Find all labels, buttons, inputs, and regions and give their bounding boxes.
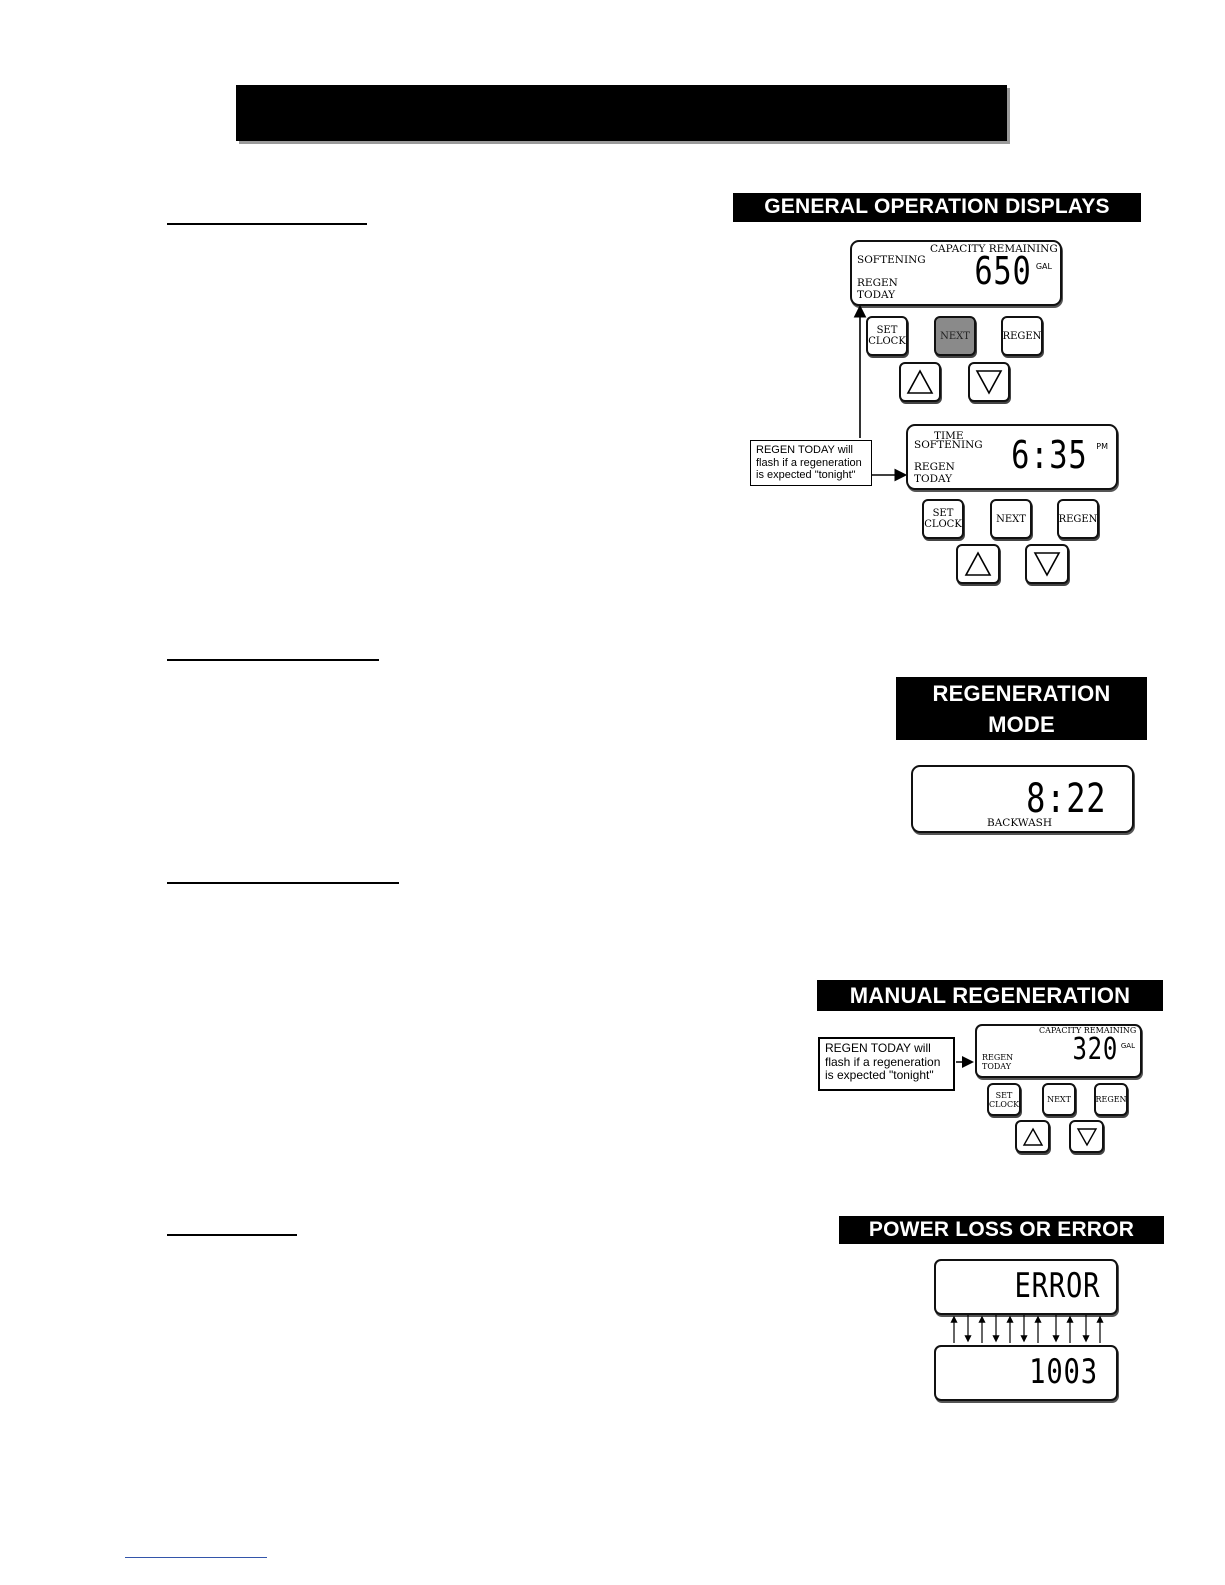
- clock-label: CLOCK: [988, 1099, 1020, 1109]
- capacity-remaining-label: CAPACITY REMAINING: [1039, 1026, 1137, 1035]
- today-label: TODAY: [857, 289, 896, 301]
- lcd-display-regen: [911, 765, 1134, 833]
- regen-today-callout: REGEN TODAY will flash if a regeneration is expected "tonight": [818, 1037, 955, 1091]
- page-title-bar: [236, 85, 1007, 141]
- regeneration-header-line1: REGENERATION: [932, 681, 1111, 706]
- time-value: 6:35: [1011, 433, 1088, 477]
- up-triangle-icon: [964, 551, 992, 577]
- regen-button[interactable]: REGEN: [1057, 499, 1099, 539]
- section-rule-power: [167, 1234, 297, 1236]
- next-button[interactable]: NEXT: [1042, 1083, 1076, 1116]
- section-rule-regen: [167, 659, 379, 661]
- alternating-arrows: [940, 1313, 1110, 1345]
- set-label: SET: [995, 1090, 1013, 1100]
- next-button[interactable]: NEXT: [990, 499, 1032, 539]
- lcd-display-time: [906, 424, 1118, 490]
- section-rule-manual: [167, 882, 399, 884]
- down-arrow-button[interactable]: [968, 362, 1010, 402]
- regen-today-callout: REGEN TODAY will flash if a regeneration is expected "tonight": [750, 440, 872, 486]
- backwash-label: BACKWASH: [987, 817, 1053, 829]
- gal-unit: GAL: [1035, 262, 1052, 271]
- regeneration-header-line2: MODE: [988, 712, 1055, 737]
- regen-label: REGEN: [982, 1053, 1014, 1062]
- power-loss-error-header: POWER LOSS OR ERROR: [839, 1216, 1164, 1244]
- down-arrow-button[interactable]: [1025, 544, 1069, 584]
- regen-button[interactable]: REGEN: [1094, 1083, 1128, 1116]
- today-label: TODAY: [982, 1062, 1012, 1071]
- set-label: SET: [932, 508, 954, 519]
- lcd-display-error: [934, 1259, 1118, 1315]
- softening-label: SOFTENING: [914, 439, 983, 451]
- pm-unit: PM: [1096, 442, 1108, 451]
- up-triangle-icon: [1022, 1127, 1044, 1147]
- next-button[interactable]: NEXT: [934, 316, 976, 356]
- capacity-value: 650: [974, 249, 1032, 293]
- down-arrow-button[interactable]: [1069, 1120, 1104, 1153]
- error-text: ERROR: [1014, 1266, 1100, 1306]
- regeneration-mode-header: [896, 677, 1147, 740]
- regen-button[interactable]: REGEN: [1001, 316, 1043, 356]
- set-clock-button[interactable]: [987, 1083, 1021, 1116]
- today-label: TODAY: [914, 473, 953, 485]
- up-arrow-button[interactable]: [956, 544, 1000, 584]
- softening-label: SOFTENING: [857, 254, 926, 266]
- regen-label: REGEN: [914, 461, 955, 473]
- section-rule-general: [167, 223, 367, 225]
- footer-link-rule: [125, 1557, 267, 1558]
- lcd-display-capacity: [850, 240, 1062, 306]
- set-clock-button[interactable]: [922, 499, 964, 539]
- up-arrow-button[interactable]: [1015, 1120, 1050, 1153]
- lcd-display-error-code: [934, 1345, 1118, 1401]
- down-triangle-icon: [975, 369, 1003, 395]
- clock-label: CLOCK: [868, 336, 906, 347]
- down-triangle-icon: [1033, 551, 1061, 577]
- capacity-value: 320: [1072, 1032, 1118, 1067]
- capacity-remaining-label: CAPACITY REMAINING: [930, 243, 1058, 255]
- regen-label: REGEN: [857, 277, 898, 289]
- set-label: SET: [876, 325, 898, 336]
- general-operation-header: GENERAL OPERATION DISPLAYS: [733, 193, 1141, 222]
- down-triangle-icon: [1076, 1127, 1098, 1147]
- manual-regeneration-header: MANUAL REGENERATION: [817, 980, 1163, 1011]
- clock-label: CLOCK: [924, 519, 962, 530]
- error-code: 1003: [1029, 1352, 1098, 1392]
- regen-time-value: 8:22: [1025, 776, 1106, 822]
- time-label: TIME: [934, 430, 964, 442]
- lcd-display-manual: [975, 1024, 1142, 1078]
- gal-unit: GAL: [1120, 1042, 1135, 1050]
